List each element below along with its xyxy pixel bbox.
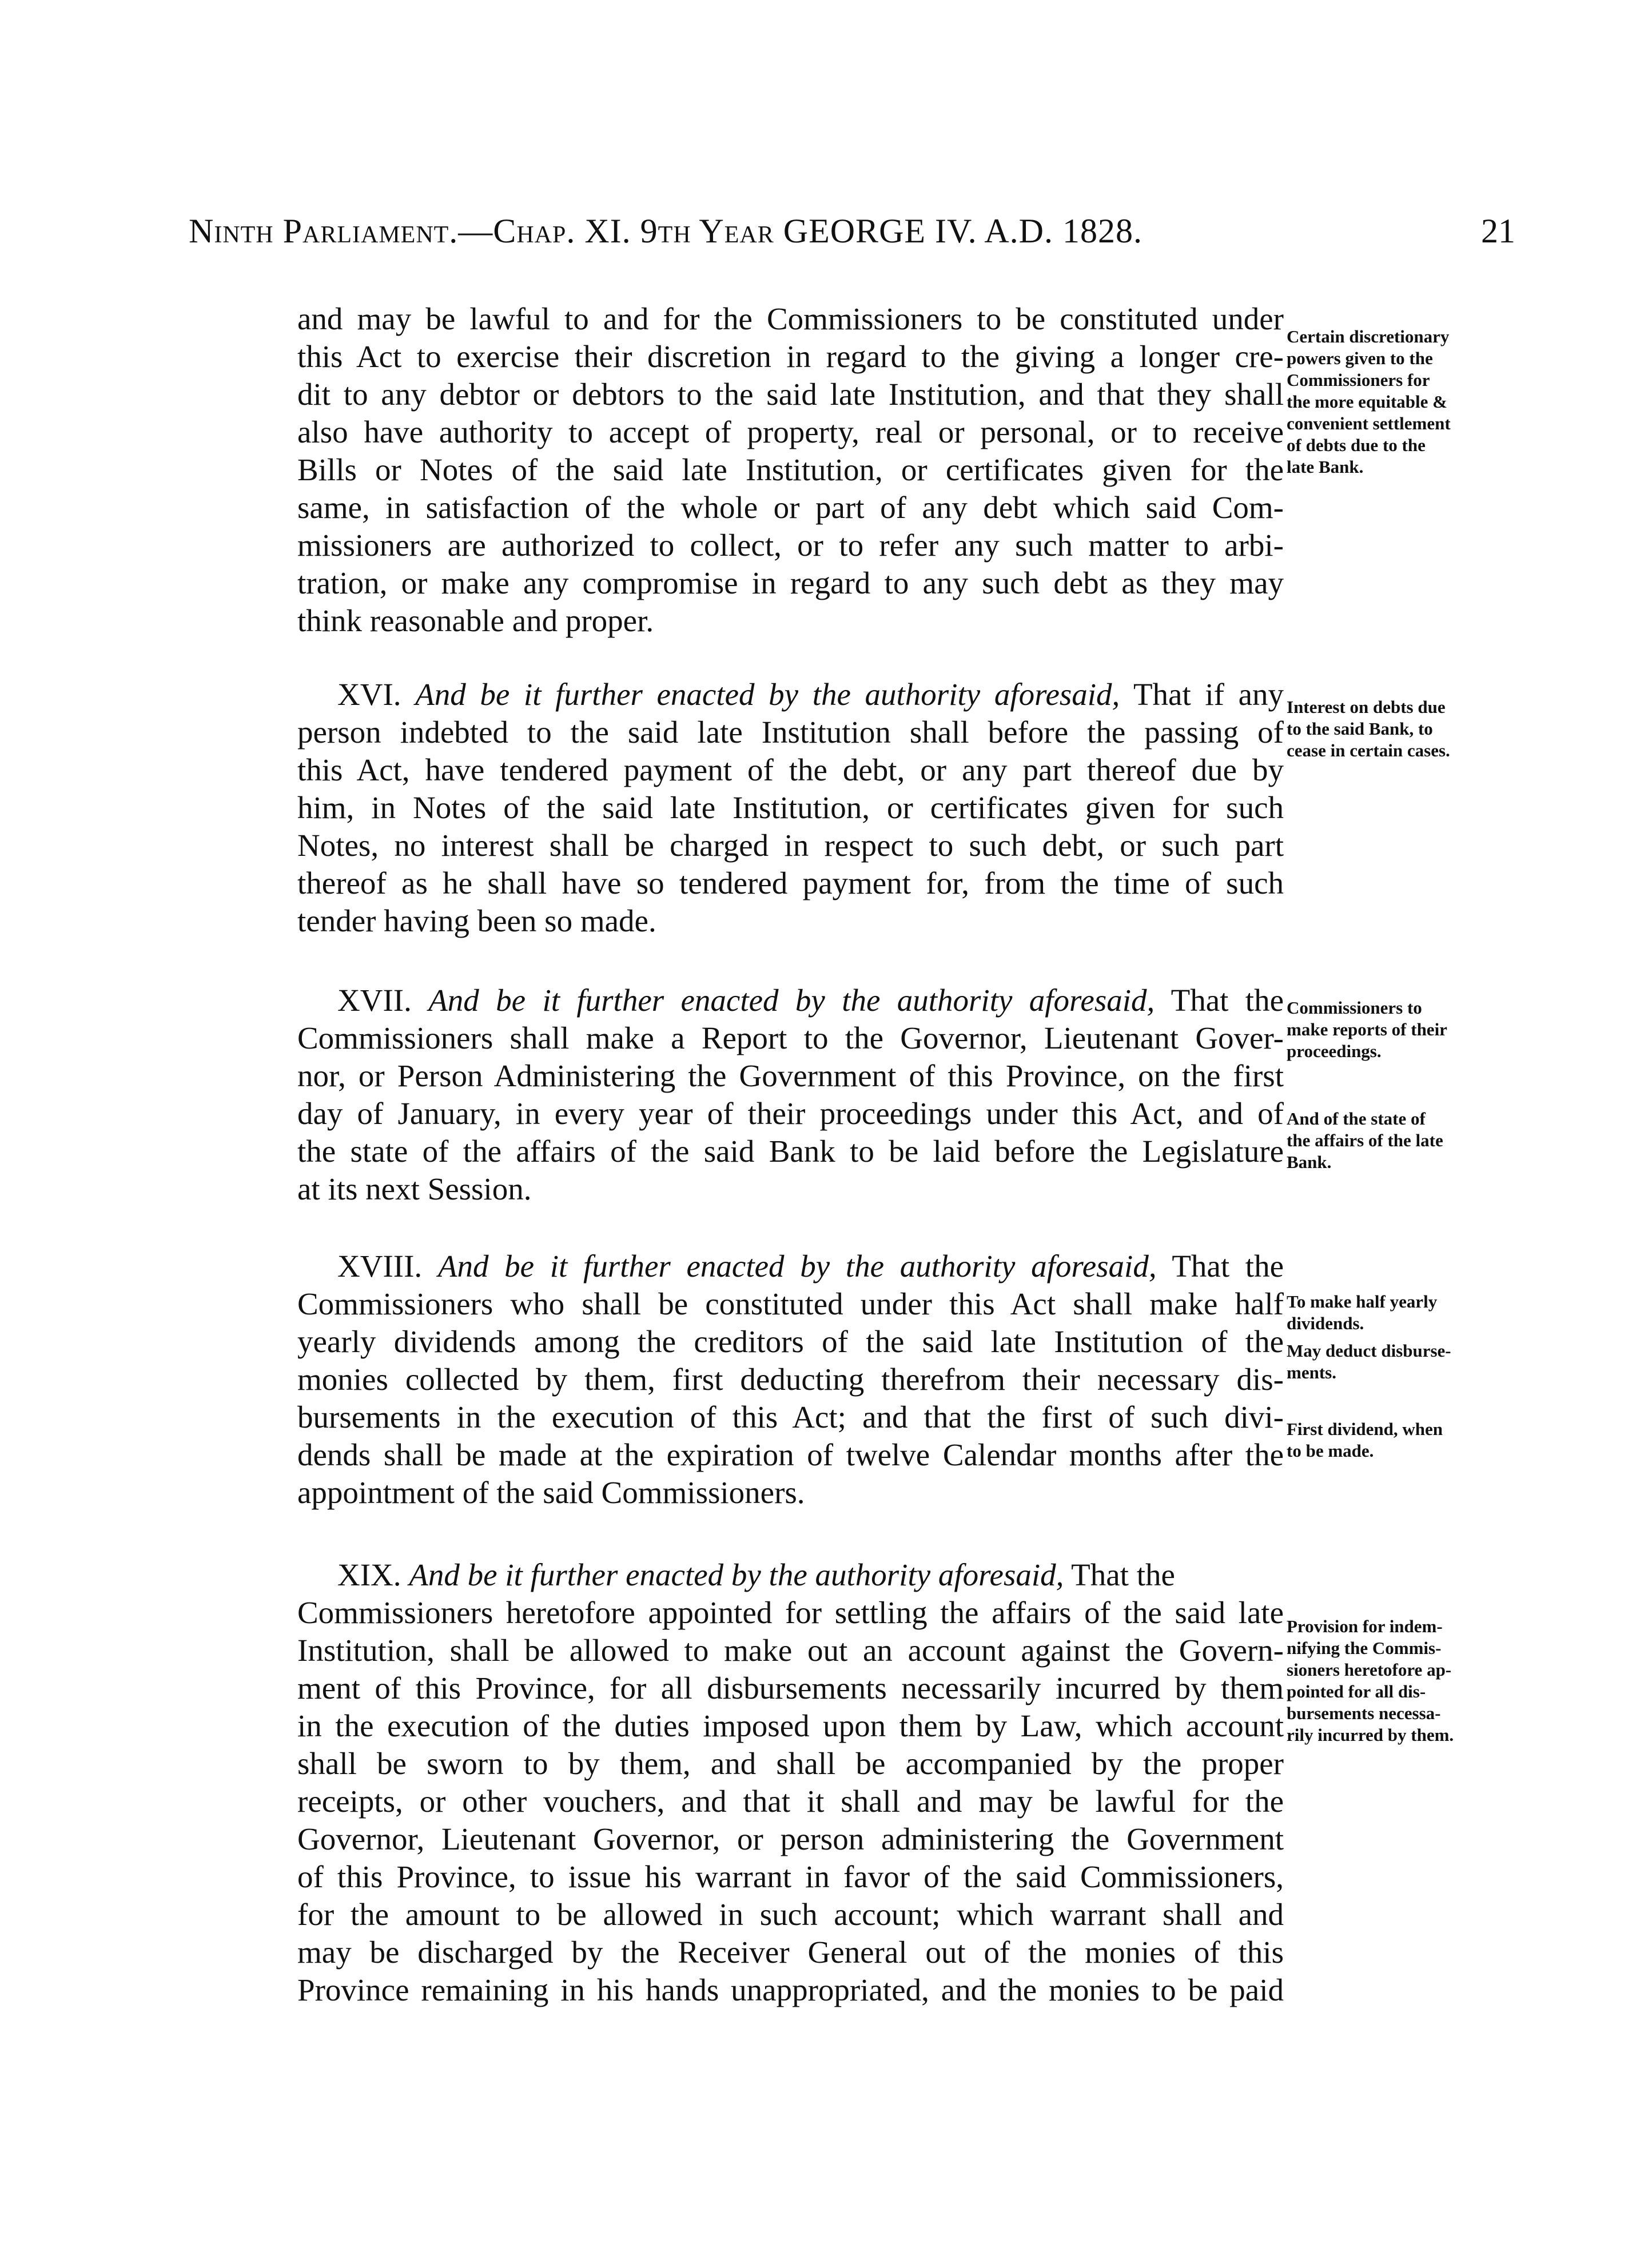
section-xvii <box>297 982 1284 1208</box>
text-line: day of January, in every year of their proceedings under this Act, and of <box>297 1096 1284 1131</box>
section-number: XVII. <box>337 983 412 1018</box>
text-line: person indebted to the said late Institution shall before the passing of <box>297 715 1284 750</box>
text-line: That the <box>1171 983 1284 1018</box>
note-line: May deduct disburse- <box>1287 1341 1451 1361</box>
page-number: 21 <box>1481 212 1515 250</box>
text-line: tender having been so made. <box>297 903 656 938</box>
text-line: bursements in the execution of this Act; and that the first of such divi- <box>297 1400 1284 1434</box>
text-line: receipts, or other vouchers, and that it shall and may be lawful for the <box>297 1784 1284 1819</box>
section-xvi <box>297 676 1284 940</box>
text-line: dit to any debtor or debtors to the said late Institution, and that they shall <box>297 377 1284 412</box>
note-line: convenient settlement <box>1287 413 1451 433</box>
note-line: rily incurred by them. <box>1287 1725 1454 1745</box>
note-line: Interest on debts due <box>1287 697 1446 717</box>
text-line: dends shall be made at the expiration of twelve Calendar months after the <box>297 1437 1284 1472</box>
text-line: Governor, Lieutenant Governor, or person administering the Government <box>297 1821 1284 1856</box>
note-line: the affairs of the late <box>1287 1130 1443 1150</box>
note-line: Provision for indem- <box>1287 1616 1443 1636</box>
section-xviii <box>297 1247 1284 1512</box>
text-line: at its next Session. <box>297 1171 532 1206</box>
text-line: missioners are authorized to collect, or to refer any such matter to arbi- <box>297 528 1284 563</box>
note-line: bursements necessa- <box>1287 1703 1441 1723</box>
note-line: Bank. <box>1287 1152 1332 1172</box>
margin-note <box>1287 1291 1527 1334</box>
text-line: ment of this Province, for all disbursements necessarily incurred by them <box>297 1671 1284 1705</box>
note-line: of debts due to the <box>1287 435 1426 455</box>
section-number: XVIII. <box>337 1249 423 1284</box>
section-first-line <box>297 676 1284 714</box>
note-line: To make half yearly <box>1287 1292 1438 1312</box>
margin-note <box>1287 1418 1527 1462</box>
text-line: tration, or make any compromise in regard to any such debt as they may <box>297 565 1284 600</box>
text-line: think reasonable and proper. <box>297 603 654 638</box>
text-line: appointment of the said Commissioners. <box>297 1475 805 1510</box>
text-line: Notes, no interest shall be charged in respect to such debt, or such part <box>297 828 1284 863</box>
note-line: Commissioners for <box>1287 370 1430 390</box>
text-line: That the <box>1071 1557 1175 1592</box>
note-line: Certain discretionary <box>1287 326 1450 346</box>
text-line: shall be sworn to by them, and shall be accompanied by the proper <box>297 1746 1284 1781</box>
text-line: this Act, have tendered payment of the debt, or any part thereof due by <box>297 752 1284 787</box>
header-title: Ninth Parliament.—Chap. XI. 9th Year GEORGE IV. A.D. 1828. <box>189 212 1143 250</box>
margin-note <box>1287 1616 1527 1746</box>
text-line: him, in Notes of the said late Institution, or certificates given for such <box>297 790 1284 825</box>
text-line: for the amount to be allowed in such account; which warrant shall and <box>297 1897 1284 1932</box>
text-line: of this Province, to issue his warrant in favor of the said Commissioners, <box>297 1859 1284 1894</box>
note-line: to the said Bank, to <box>1287 719 1433 739</box>
text-line: in the execution of the duties imposed upon them by Law, which account <box>297 1708 1284 1743</box>
note-line: make reports of their <box>1287 1019 1447 1039</box>
text-line: Province remaining in his hands unappropriated, and the monies to be paid <box>297 1972 1284 2007</box>
text-line: Commissioners shall make a Report to the Governor, Lieutenant Gover- <box>297 1021 1284 1055</box>
running-header <box>189 212 1515 263</box>
text-line: thereof as he shall have so tendered payment for, from the time of such <box>297 866 1284 900</box>
text-line: nor, or Person Administering the Government of this Province, on the first <box>297 1058 1284 1093</box>
section-first-line <box>297 1556 1284 1594</box>
section-first-line <box>297 1247 1284 1285</box>
section-first-line <box>297 982 1284 1019</box>
enacting-clause: And be it further enacted by the authority aforesaid, <box>428 983 1155 1018</box>
note-line: Commissioners to <box>1287 998 1422 1018</box>
text-line: monies collected by them, first deducting therefrom their necessary dis- <box>297 1362 1284 1397</box>
text-line: also have authority to accept of property, real or personal, or to receive <box>297 414 1284 449</box>
text-line: Commissioners heretofore appointed for settling the affairs of the said late <box>297 1595 1284 1630</box>
text-line: That the <box>1172 1249 1284 1284</box>
text-line: may be discharged by the Receiver General out of the monies of this <box>297 1935 1284 1970</box>
text-line: That if any <box>1133 677 1284 712</box>
paragraph-continued <box>297 300 1284 640</box>
note-line: nifying the Commis- <box>1287 1638 1442 1658</box>
margin-note <box>1287 997 1527 1062</box>
margin-note <box>1287 1340 1527 1384</box>
section-number: XIX. <box>337 1557 401 1592</box>
section-number: XVI. <box>337 677 401 712</box>
note-line: First dividend, when <box>1287 1419 1443 1439</box>
note-line: ments. <box>1287 1362 1336 1382</box>
margin-note <box>1287 1108 1527 1173</box>
text-line: Institution, shall be allowed to make out an account against the Govern- <box>297 1633 1284 1668</box>
enacting-clause: And be it further enacted by the authority aforesaid, <box>409 1557 1064 1592</box>
note-line: powers given to the <box>1287 348 1433 368</box>
margin-note <box>1287 326 1527 478</box>
section-xix <box>297 1556 1284 2009</box>
text-line: this Act to exercise their discretion in regard to the giving a longer cre- <box>297 339 1284 374</box>
note-line: dividends. <box>1287 1313 1364 1333</box>
margin-note <box>1287 696 1527 762</box>
text-line: Bills or Notes of the said late Institution, or certificates given for the <box>297 452 1284 487</box>
enacting-clause: And be it further enacted by the authority aforesaid, <box>437 1249 1157 1284</box>
text-line: Commissioners who shall be constituted under this Act shall make half <box>297 1286 1284 1321</box>
note-line: the more equitable & <box>1287 392 1447 412</box>
text-line: same, in satisfaction of the whole or part of any debt which said Com- <box>297 490 1284 525</box>
text-line: and may be lawful to and for the Commissioners to be constituted under <box>297 301 1284 336</box>
enacting-clause: And be it further enacted by the authority aforesaid, <box>415 677 1120 712</box>
note-line: pointed for all dis- <box>1287 1681 1426 1701</box>
note-line: proceedings. <box>1287 1041 1382 1061</box>
text-line: the state of the affairs of the said Bank to be laid before the Legislature <box>297 1134 1284 1169</box>
note-line: sioners heretofore ap- <box>1287 1660 1452 1680</box>
note-line: cease in certain cases. <box>1287 740 1450 760</box>
note-line: And of the state of <box>1287 1109 1426 1129</box>
text-line: yearly dividends among the creditors of the said late Institution of the <box>297 1324 1284 1359</box>
note-line: to be made. <box>1287 1441 1374 1461</box>
note-line: late Bank. <box>1287 457 1364 477</box>
